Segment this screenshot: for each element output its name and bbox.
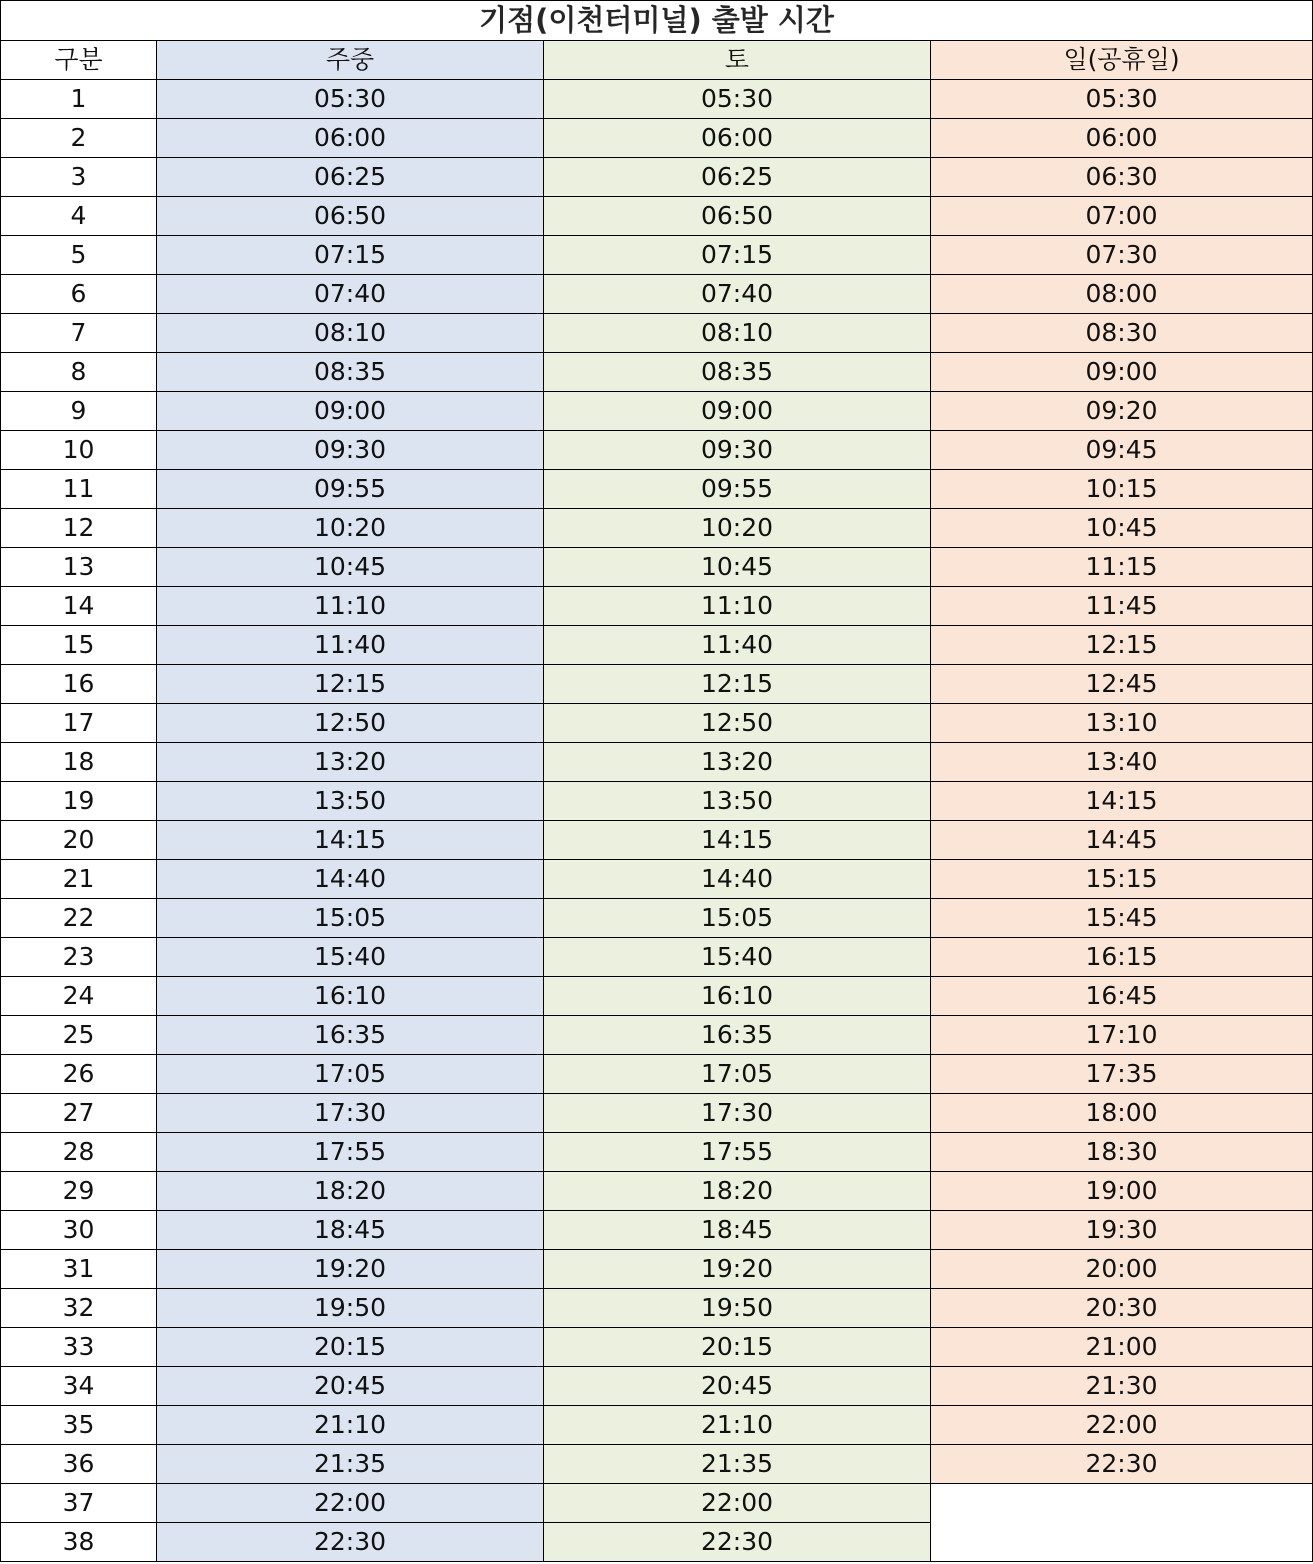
- sunday-time-cell: 08:30: [931, 314, 1313, 353]
- sunday-time-cell: 09:20: [931, 392, 1313, 431]
- table-row: [1, 1328, 1313, 1367]
- seq-cell: 2: [1, 119, 157, 158]
- sunday-time-cell: 19:30: [931, 1211, 1313, 1250]
- saturday-time-cell: 19:20: [544, 1250, 931, 1289]
- table-row: [1, 587, 1313, 626]
- weekday-time-cell: 22:30: [157, 1523, 544, 1562]
- weekday-time-cell: 11:40: [157, 626, 544, 665]
- weekday-time-cell: 21:10: [157, 1406, 544, 1445]
- table-row: [1, 275, 1313, 314]
- seq-cell: 13: [1, 548, 157, 587]
- weekday-time-cell: 21:35: [157, 1445, 544, 1484]
- sunday-time-cell: 06:00: [931, 119, 1313, 158]
- sunday-time-cell: 16:45: [931, 977, 1313, 1016]
- sunday-time-cell: 20:00: [931, 1250, 1313, 1289]
- timetable-title: 기점(이천터미널) 출발 시간: [1, 1, 1313, 41]
- sunday-time-cell: 09:45: [931, 431, 1313, 470]
- weekday-time-cell: 08:10: [157, 314, 544, 353]
- sunday-time-cell: 10:15: [931, 470, 1313, 509]
- weekday-time-cell: 06:00: [157, 119, 544, 158]
- saturday-time-cell: 07:40: [544, 275, 931, 314]
- saturday-time-cell: 18:20: [544, 1172, 931, 1211]
- saturday-column-header: 토: [544, 41, 931, 80]
- saturday-time-cell: 18:45: [544, 1211, 931, 1250]
- sunday-time-cell: [931, 1484, 1313, 1523]
- weekday-time-cell: 10:45: [157, 548, 544, 587]
- saturday-time-cell: 13:50: [544, 782, 931, 821]
- seq-column-header: 구분: [1, 41, 157, 80]
- weekday-time-cell: 12:50: [157, 704, 544, 743]
- saturday-time-cell: 19:50: [544, 1289, 931, 1328]
- weekday-time-cell: 09:55: [157, 470, 544, 509]
- seq-cell: 17: [1, 704, 157, 743]
- sunday-holiday-column-header: 일(공휴일): [931, 41, 1313, 80]
- table-row: [1, 1133, 1313, 1172]
- weekday-time-cell: 13:20: [157, 743, 544, 782]
- weekday-time-cell: 06:25: [157, 158, 544, 197]
- weekday-time-cell: 17:30: [157, 1094, 544, 1133]
- table-row: [1, 353, 1313, 392]
- seq-cell: 22: [1, 899, 157, 938]
- saturday-time-cell: 16:10: [544, 977, 931, 1016]
- seq-cell: 30: [1, 1211, 157, 1250]
- table-row: [1, 938, 1313, 977]
- seq-cell: 26: [1, 1055, 157, 1094]
- table-row: [1, 704, 1313, 743]
- seq-cell: 33: [1, 1328, 157, 1367]
- column-header-row: [1, 41, 1313, 80]
- sunday-time-cell: 17:10: [931, 1016, 1313, 1055]
- sunday-time-cell: 22:30: [931, 1445, 1313, 1484]
- table-row: [1, 743, 1313, 782]
- saturday-time-cell: 11:40: [544, 626, 931, 665]
- weekday-time-cell: 08:35: [157, 353, 544, 392]
- saturday-time-cell: 17:55: [544, 1133, 931, 1172]
- table-row: [1, 1250, 1313, 1289]
- seq-cell: 16: [1, 665, 157, 704]
- saturday-time-cell: 13:20: [544, 743, 931, 782]
- saturday-time-cell: 06:25: [544, 158, 931, 197]
- table-row: [1, 509, 1313, 548]
- seq-cell: 1: [1, 80, 157, 119]
- saturday-time-cell: 17:05: [544, 1055, 931, 1094]
- weekday-time-cell: 15:40: [157, 938, 544, 977]
- sunday-time-cell: 16:15: [931, 938, 1313, 977]
- saturday-time-cell: 21:35: [544, 1445, 931, 1484]
- sunday-time-cell: 17:35: [931, 1055, 1313, 1094]
- saturday-time-cell: 22:30: [544, 1523, 931, 1562]
- saturday-time-cell: 12:50: [544, 704, 931, 743]
- sunday-time-cell: 18:00: [931, 1094, 1313, 1133]
- seq-cell: 38: [1, 1523, 157, 1562]
- table-row: [1, 80, 1313, 119]
- table-row: [1, 119, 1313, 158]
- saturday-time-cell: 09:30: [544, 431, 931, 470]
- table-row: [1, 1445, 1313, 1484]
- weekday-time-cell: 17:05: [157, 1055, 544, 1094]
- weekday-time-cell: 16:35: [157, 1016, 544, 1055]
- table-row: [1, 392, 1313, 431]
- seq-cell: 27: [1, 1094, 157, 1133]
- weekday-time-cell: 19:50: [157, 1289, 544, 1328]
- sunday-time-cell: 09:00: [931, 353, 1313, 392]
- seq-cell: 20: [1, 821, 157, 860]
- saturday-time-cell: 15:40: [544, 938, 931, 977]
- saturday-time-cell: 08:10: [544, 314, 931, 353]
- weekday-time-cell: 19:20: [157, 1250, 544, 1289]
- table-row: [1, 1016, 1313, 1055]
- weekday-time-cell: 13:50: [157, 782, 544, 821]
- saturday-time-cell: 15:05: [544, 899, 931, 938]
- sunday-time-cell: 08:00: [931, 275, 1313, 314]
- weekday-time-cell: 07:15: [157, 236, 544, 275]
- weekday-time-cell: 09:00: [157, 392, 544, 431]
- seq-cell: 21: [1, 860, 157, 899]
- weekday-time-cell: 09:30: [157, 431, 544, 470]
- saturday-time-cell: 08:35: [544, 353, 931, 392]
- saturday-time-cell: 20:45: [544, 1367, 931, 1406]
- saturday-time-cell: 06:50: [544, 197, 931, 236]
- seq-cell: 28: [1, 1133, 157, 1172]
- seq-cell: 11: [1, 470, 157, 509]
- saturday-time-cell: 20:15: [544, 1328, 931, 1367]
- seq-cell: 29: [1, 1172, 157, 1211]
- saturday-time-cell: 09:55: [544, 470, 931, 509]
- saturday-time-cell: 22:00: [544, 1484, 931, 1523]
- seq-cell: 35: [1, 1406, 157, 1445]
- sunday-time-cell: 13:40: [931, 743, 1313, 782]
- sunday-time-cell: 07:30: [931, 236, 1313, 275]
- seq-cell: 10: [1, 431, 157, 470]
- saturday-time-cell: 21:10: [544, 1406, 931, 1445]
- table-row: [1, 1055, 1313, 1094]
- seq-cell: 19: [1, 782, 157, 821]
- weekday-time-cell: 20:15: [157, 1328, 544, 1367]
- sunday-time-cell: 15:15: [931, 860, 1313, 899]
- sunday-time-cell: 21:00: [931, 1328, 1313, 1367]
- weekday-time-cell: 22:00: [157, 1484, 544, 1523]
- sunday-time-cell: 21:30: [931, 1367, 1313, 1406]
- table-row: [1, 860, 1313, 899]
- seq-cell: 24: [1, 977, 157, 1016]
- timetable-body: [1, 80, 1313, 1562]
- table-row: [1, 1094, 1313, 1133]
- seq-cell: 36: [1, 1445, 157, 1484]
- sunday-time-cell: 07:00: [931, 197, 1313, 236]
- weekday-time-cell: 18:20: [157, 1172, 544, 1211]
- sunday-time-cell: 14:45: [931, 821, 1313, 860]
- table-row: [1, 782, 1313, 821]
- table-row: [1, 977, 1313, 1016]
- seq-cell: 6: [1, 275, 157, 314]
- saturday-time-cell: 12:15: [544, 665, 931, 704]
- table-row: [1, 1289, 1313, 1328]
- sunday-time-cell: [931, 1523, 1313, 1562]
- seq-cell: 12: [1, 509, 157, 548]
- weekday-time-cell: 11:10: [157, 587, 544, 626]
- saturday-time-cell: 14:40: [544, 860, 931, 899]
- table-row: [1, 1367, 1313, 1406]
- sunday-time-cell: 10:45: [931, 509, 1313, 548]
- weekday-time-cell: 12:15: [157, 665, 544, 704]
- table-row: [1, 548, 1313, 587]
- sunday-time-cell: 20:30: [931, 1289, 1313, 1328]
- weekday-time-cell: 05:30: [157, 80, 544, 119]
- sunday-time-cell: 13:10: [931, 704, 1313, 743]
- saturday-time-cell: 14:15: [544, 821, 931, 860]
- table-row: [1, 626, 1313, 665]
- weekday-time-cell: 17:55: [157, 1133, 544, 1172]
- table-row: [1, 1484, 1313, 1523]
- seq-cell: 34: [1, 1367, 157, 1406]
- weekday-time-cell: 06:50: [157, 197, 544, 236]
- weekday-time-cell: 14:40: [157, 860, 544, 899]
- table-row: [1, 431, 1313, 470]
- seq-cell: 32: [1, 1289, 157, 1328]
- table-row: [1, 314, 1313, 353]
- table-row: [1, 470, 1313, 509]
- table-row: [1, 1406, 1313, 1445]
- seq-cell: 18: [1, 743, 157, 782]
- weekday-time-cell: 15:05: [157, 899, 544, 938]
- sunday-time-cell: 14:15: [931, 782, 1313, 821]
- seq-cell: 8: [1, 353, 157, 392]
- sunday-time-cell: 06:30: [931, 158, 1313, 197]
- weekday-time-cell: 20:45: [157, 1367, 544, 1406]
- weekday-time-cell: 10:20: [157, 509, 544, 548]
- saturday-time-cell: 11:10: [544, 587, 931, 626]
- saturday-time-cell: 17:30: [544, 1094, 931, 1133]
- weekday-time-cell: 18:45: [157, 1211, 544, 1250]
- table-row: [1, 1211, 1313, 1250]
- sunday-time-cell: 19:00: [931, 1172, 1313, 1211]
- sunday-time-cell: 11:45: [931, 587, 1313, 626]
- sunday-time-cell: 11:15: [931, 548, 1313, 587]
- saturday-time-cell: 09:00: [544, 392, 931, 431]
- sunday-time-cell: 18:30: [931, 1133, 1313, 1172]
- seq-cell: 4: [1, 197, 157, 236]
- sunday-time-cell: 22:00: [931, 1406, 1313, 1445]
- saturday-time-cell: 05:30: [544, 80, 931, 119]
- table-row: [1, 665, 1313, 704]
- table-row: [1, 197, 1313, 236]
- table-row: [1, 1523, 1313, 1562]
- saturday-time-cell: 10:45: [544, 548, 931, 587]
- seq-cell: 7: [1, 314, 157, 353]
- weekday-time-cell: 07:40: [157, 275, 544, 314]
- seq-cell: 37: [1, 1484, 157, 1523]
- title-row: [1, 1, 1313, 41]
- table-row: [1, 899, 1313, 938]
- sunday-time-cell: 12:15: [931, 626, 1313, 665]
- saturday-time-cell: 07:15: [544, 236, 931, 275]
- seq-cell: 9: [1, 392, 157, 431]
- weekday-time-cell: 14:15: [157, 821, 544, 860]
- saturday-time-cell: 10:20: [544, 509, 931, 548]
- seq-cell: 3: [1, 158, 157, 197]
- seq-cell: 23: [1, 938, 157, 977]
- table-row: [1, 821, 1313, 860]
- sunday-time-cell: 15:45: [931, 899, 1313, 938]
- saturday-time-cell: 06:00: [544, 119, 931, 158]
- table-row: [1, 236, 1313, 275]
- sunday-time-cell: 05:30: [931, 80, 1313, 119]
- table-row: [1, 158, 1313, 197]
- table-row: [1, 1172, 1313, 1211]
- seq-cell: 14: [1, 587, 157, 626]
- weekday-column-header: 주중: [157, 41, 544, 80]
- seq-cell: 31: [1, 1250, 157, 1289]
- weekday-time-cell: 16:10: [157, 977, 544, 1016]
- sunday-time-cell: 12:45: [931, 665, 1313, 704]
- seq-cell: 25: [1, 1016, 157, 1055]
- seq-cell: 15: [1, 626, 157, 665]
- seq-cell: 5: [1, 236, 157, 275]
- saturday-time-cell: 16:35: [544, 1016, 931, 1055]
